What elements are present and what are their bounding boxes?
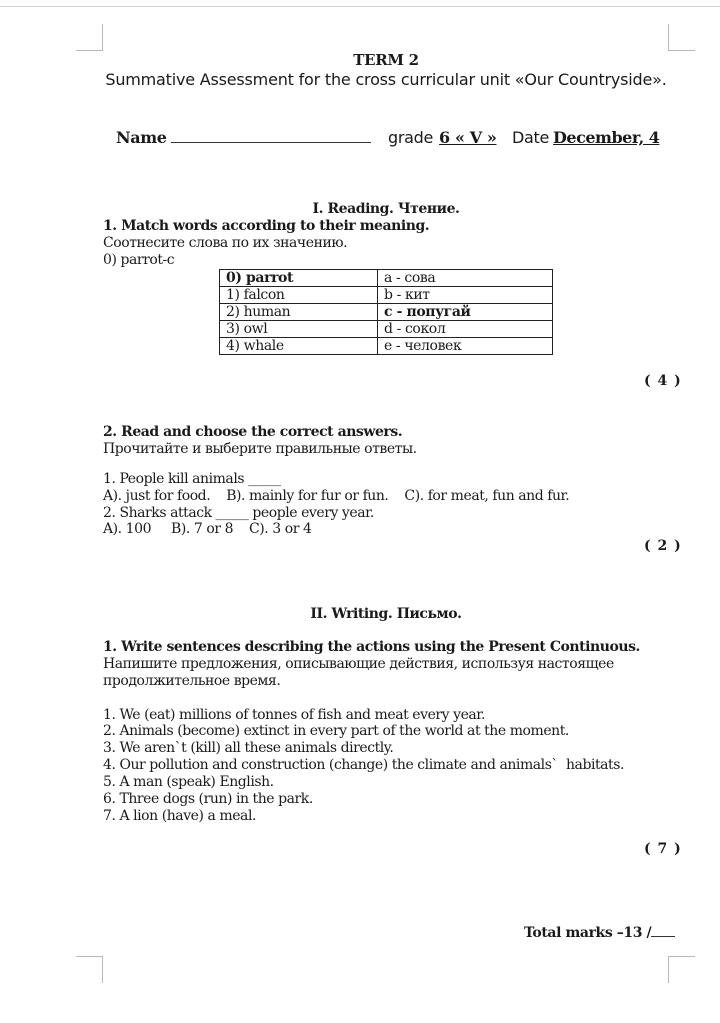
- table-row: [220, 321, 553, 338]
- table-cell-word: 1) falcon: [220, 287, 378, 304]
- assessment-subtitle: Summative Assessment for the cross curricular unit «Our Countryside».: [105, 70, 667, 89]
- crop-mark-bottom-right: [668, 956, 695, 983]
- reading-task2-instruction: Прочитайте и выберите правильные ответы.: [103, 441, 417, 457]
- reading-task2-title: 2. Read and choose the correct answers.: [103, 424, 403, 440]
- table-cell-meaning: b - кит: [378, 287, 553, 304]
- table-row: [220, 287, 553, 304]
- question-line: 1. People kill animals _____: [103, 471, 281, 487]
- date-value: December, 4: [553, 128, 660, 147]
- sentence-item: 2. Animals (become) extinct in every part of the world at the moment.: [103, 723, 569, 739]
- reading-task1-marks: ( 4 ): [644, 373, 682, 389]
- table-cell-word: 2) human: [220, 304, 378, 321]
- table-row: [220, 304, 553, 321]
- table-row: [220, 338, 553, 355]
- question-line: 2. Sharks attack _____ people every year.: [103, 505, 374, 521]
- matching-table: [219, 269, 553, 355]
- reading-section-title: I. Reading. Чтение.: [312, 201, 460, 217]
- reading-task1-title: 1. Match words according to their meaning.: [103, 218, 430, 234]
- date-label: Date: [512, 128, 550, 147]
- total-marks: [524, 925, 675, 941]
- writing-task1-instruction-2: продолжительное время.: [103, 673, 281, 689]
- crop-mark-top-left: [76, 24, 103, 51]
- name-blank[interactable]: [171, 130, 371, 143]
- total-marks-label: Total marks –13 /: [524, 925, 652, 941]
- total-marks-blank[interactable]: [651, 925, 675, 937]
- reading-task2-marks: ( 2 ): [644, 538, 682, 554]
- table-cell-meaning: c - попугай: [378, 304, 553, 321]
- reading-task1-instruction: Соотнесите слова по их значению.: [103, 235, 348, 251]
- sentence-item: 4. Our pollution and construction (change) the climate and animals` habitats.: [103, 757, 624, 773]
- grade-value: 6 « V »: [439, 128, 497, 147]
- table-cell-meaning: e - человек: [378, 338, 553, 355]
- table-cell-meaning: a - сова: [378, 270, 553, 287]
- writing-task1-instruction-1: Напишите предложения, описывающие действия, используя настоящее: [103, 656, 614, 672]
- table-cell-word: 3) owl: [220, 321, 378, 338]
- sentence-item: 6. Three dogs (run) in the park.: [103, 791, 313, 807]
- name-field[interactable]: [116, 128, 371, 147]
- name-label: Name: [116, 128, 167, 147]
- table-cell-word: 0) parrot: [220, 270, 378, 287]
- grade-field: [388, 128, 497, 147]
- sentence-item: 7. A lion (have) a meal.: [103, 808, 256, 824]
- date-field: [512, 128, 659, 147]
- term-heading: TERM 2: [353, 51, 419, 69]
- writing-task1-title: 1. Write sentences describing the actions using the Present Continuous.: [103, 639, 640, 655]
- sentence-item: 1. We (eat) millions of tonnes of fish and meat every year.: [103, 707, 486, 723]
- writing-section-title: II. Writing. Письмо.: [310, 606, 462, 622]
- sentence-item: 5. A man (speak) English.: [103, 774, 274, 790]
- table-cell-meaning: d - сокол: [378, 321, 553, 338]
- sentence-item: 3. We aren`t (kill) all these animals directly.: [103, 740, 394, 756]
- crop-mark-top-right: [668, 24, 695, 51]
- crop-mark-bottom-left: [76, 956, 103, 983]
- page-top-border: [0, 6, 720, 7]
- table-row: [220, 270, 553, 287]
- table-cell-word: 4) whale: [220, 338, 378, 355]
- answer-options-line: A). 100 B). 7 or 8 C). 3 or 4: [103, 521, 312, 537]
- answer-options-line: A). just for food. B). mainly for fur or fun. C). for meat, fun and fur.: [103, 488, 570, 504]
- writing-task1-marks: ( 7 ): [644, 841, 682, 857]
- reading-task1-example: 0) parrot-c: [103, 252, 175, 268]
- grade-label: grade: [388, 128, 434, 147]
